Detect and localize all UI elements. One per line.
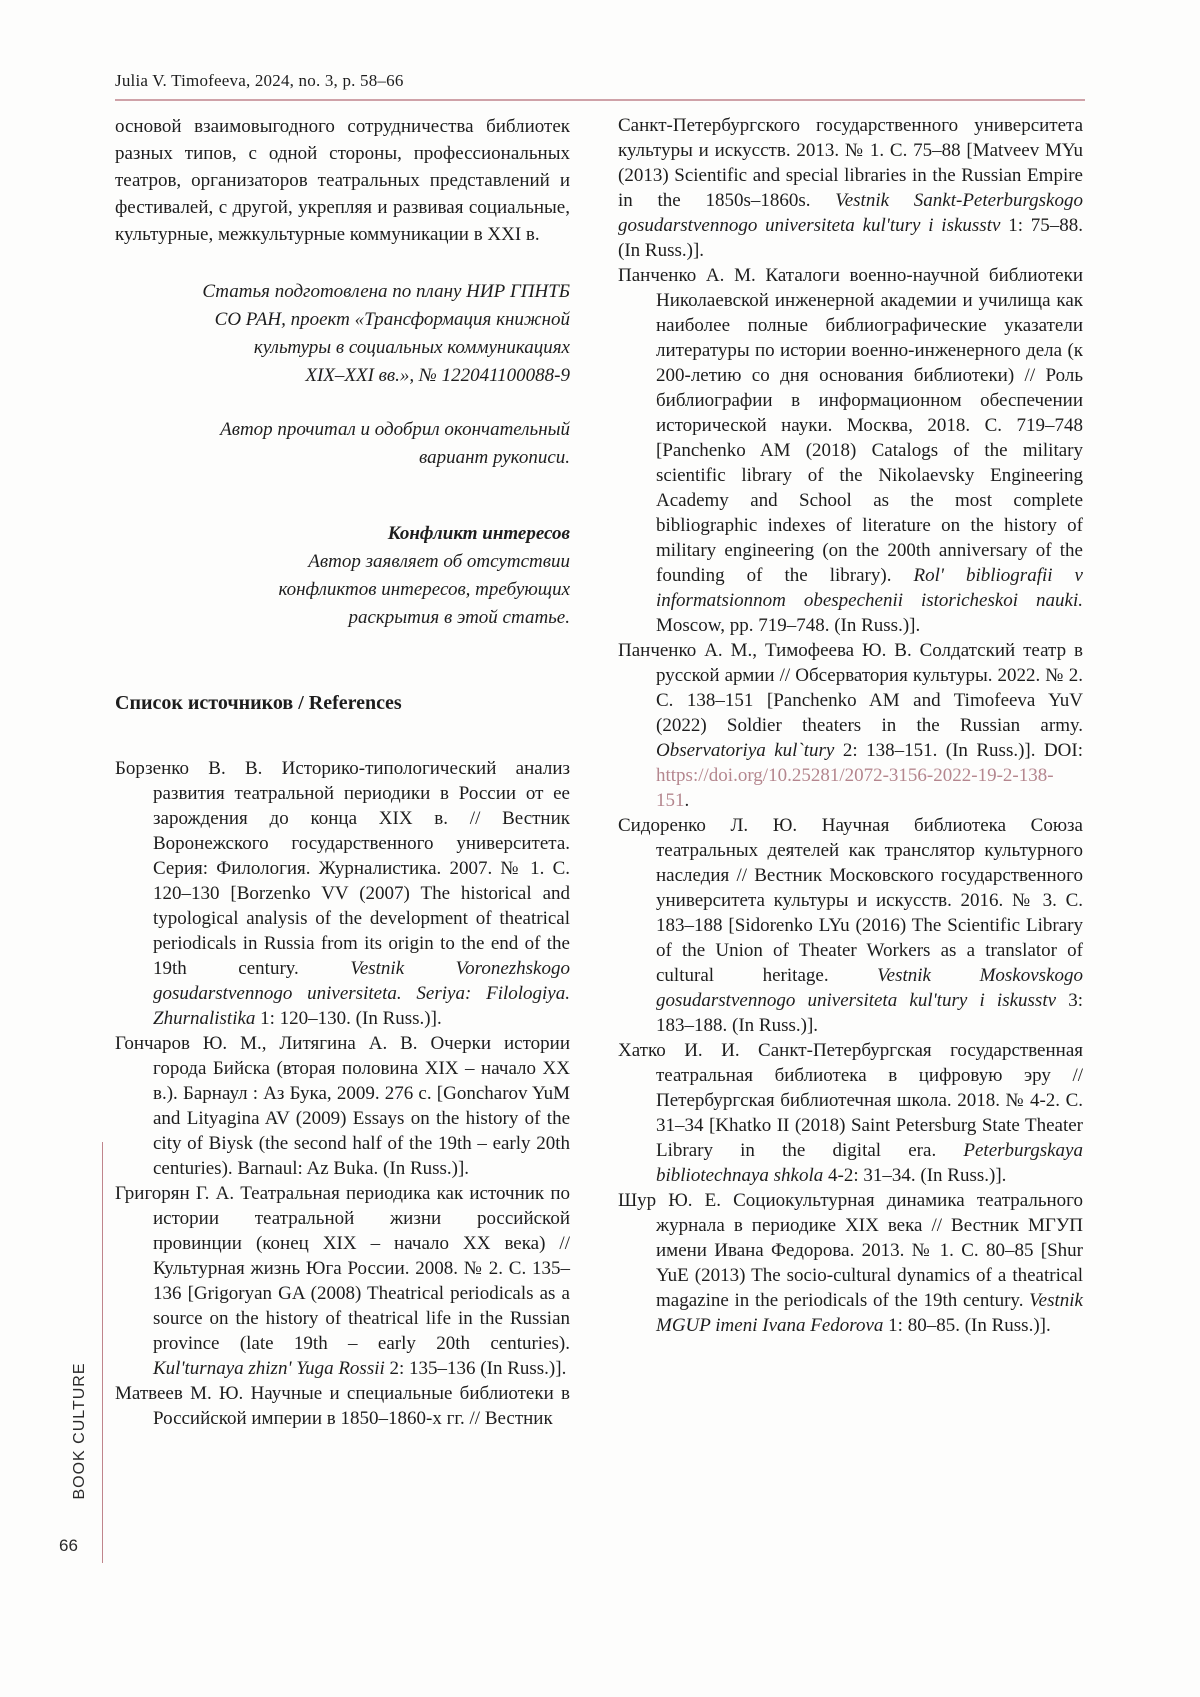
- conflict-of-interest-heading: Конфликт интересов: [387, 523, 570, 544]
- references-list-left: [115, 756, 570, 1431]
- reference-text: Хатко И. И. Санкт-Петербургская государственная театральная библиотека в цифровую эру // Петербургская библиотечная школа. 2018. № 4-2. С. 31–34 [Khatko II (2018) Saint Petersburg State Theater Library in the digital era.: [618, 1040, 1083, 1161]
- reference-text: 3: 183–188. (In Russ.)].: [656, 990, 1084, 1036]
- running-header: Julia V. Timofeeva, 2024, no. 3, p. 58–66: [115, 71, 404, 90]
- reference-text: Moscow, pp. 719–748. (In Russ.)].: [656, 615, 921, 636]
- right-column: [618, 113, 1083, 1338]
- reference-text: Борзенко В. В. Историко-типологический анализ развития театральной периодики в России от ее зарождения до конца XIX в. // Вестник Воронежского государственного университета. Серия: Филология. Журналистика. 2007. № 1. С. 120–130 [Borzenko VV (2007) The historical and typological analysis of the development of theatrical periodicals in Russia from its origin to the end of the 19th century.: [115, 758, 570, 979]
- reference-journal-title: Kul'turnaya zhizn' Yuga Rossii: [153, 1358, 385, 1379]
- reference-item: [115, 1381, 570, 1431]
- reference-journal-title: Vestnik Voronezhskogo gosudarstvennogo universiteta. Seriya: Filologiya. Zhurnalistika: [153, 958, 570, 1029]
- reference-item: [618, 638, 1083, 813]
- section-sidebar-label: BOOK CULTURE: [71, 1362, 88, 1500]
- reference-text: 1: 120–130. (In Russ.)].: [255, 1008, 442, 1029]
- reference-text: Панченко А. М. Каталоги военно-научной библиотеки Николаевской инженерной академии и училища как наиболее полные библиографические указатели литературы по истории военно-инженерного дела (к 200-летию со дня основания библиотеки) // Роль библиографии в информационном обеспечении исторической науки. Москва, 2018. С. 719–748 [Panchenko AM (2018) Catalogs of the military scientific library of the Nikolaevsky Engineering Academy and School as the most complete bibliographic indexes of literature on the history of military engineering (on the 200th anniversary of the founding of the library).: [618, 265, 1083, 586]
- references-list-right: [618, 113, 1083, 1338]
- reference-item: [115, 756, 570, 1031]
- reference-journal-title: Vestnik Moskovskogo gosudarstvennogo universiteta kul'tury i iskusstv: [656, 965, 1084, 1011]
- reference-journal-title: Vestnik MGUP imeni Ivana Fedorova: [656, 1290, 1083, 1336]
- funding-note: Статья подготовлена по плану НИР ГПНТБ СО РАН, проект «Трансформация книжной культуры в социальных коммуникациях XIX–XXI вв.», № 122041100088-9: [202, 281, 570, 386]
- reference-item: [115, 1181, 570, 1381]
- reference-journal-title: Rol' bibliografii v informatsionnom obespechenii istoricheskoi nauki.: [656, 565, 1083, 611]
- reference-text: Санкт-Петербургского государственного университета культуры и искусств. 2013. № 1. С. 75–88 [Matveev MYu (2013) Scientific and special libraries in the Russian Empire in the 1850s–1860s.: [618, 115, 1083, 211]
- reference-item: [618, 1038, 1083, 1188]
- reference-text: Григорян Г. А. Театральная периодика как источник по истории театральной жизни российской провинции (конец XIX – начало XX века) // Культурная жизнь Юга России. 2008. № 2. С. 135–136 [Grigoryan GA (2008) Theatrical periodicals as a source on the history of theatrical life in the Russian province (late 19th – early 20th centuries).: [115, 1183, 570, 1354]
- reference-text: .: [684, 790, 690, 811]
- reference-item: [618, 1188, 1083, 1338]
- reference-item: [618, 263, 1083, 638]
- reference-text: 2: 135–136 (In Russ.)].: [384, 1358, 567, 1379]
- conflict-of-interest-note: Автор заявляет об отсутствии конфликтов интересов, требующих раскрытия в этой статье.: [278, 551, 570, 628]
- sidebar-rule: [102, 1142, 103, 1563]
- reference-item: [115, 1031, 570, 1181]
- reference-text: Панченко А. М., Тимофеева Ю. В. Солдатский театр в русской армии // Обсерватория культуры. 2022. № 2. С. 138–151 [Panchenko AM and Timofeeva YuV (2022) Soldier theaters in the Russian army.: [618, 640, 1083, 736]
- approval-note: Автор прочитал и одобрил окончательный вариант рукописи.: [220, 419, 570, 468]
- reference-journal-title: Vestnik Sankt-Peterburgskogo gosudarstvennogo universiteta kul'tury i iskusstv: [618, 190, 1083, 236]
- reference-text: Шур Ю. Е. Социокультурная динамика театрального журнала в периодике XIX века // Вестник МГУП имени Ивана Федорова. 2013. № 1. С. 80–85 [Shur YuE (2013) The socio-cultural dynamics of a theatrical magazine in the periodicals of the 19th century.: [618, 1190, 1083, 1311]
- reference-text: 1: 75–88. (In Russ.)].: [618, 215, 1084, 261]
- reference-text: 2: 138–151. (In Russ.)]. DOI:: [834, 740, 1084, 761]
- reference-journal-title: Peterburgskaya bibliotechnaya shkola: [656, 1140, 1083, 1186]
- reference-text: Гончаров Ю. М., Литягина А. В. Очерки истории города Бийска (вторая половина XIX – начало XX в.). Барнаул : Аз Бука, 2009. 276 с. [Goncharov YuM and Lityagina AV (2009) Essays on the history of the city of Biysk (the second half of the 19th – early 20th centuries). Barnaul: Az Buka. (In Russ.)].: [115, 1033, 570, 1179]
- doi-link[interactable]: https://doi.org/10.25281/2072-3156-2022-19-2-138-151: [656, 765, 1054, 811]
- reference-journal-title: Observatoriya kul`tury: [656, 740, 835, 761]
- reference-text: 4-2: 31–34. (In Russ.)].: [823, 1165, 1007, 1186]
- references-heading: Список источников / References: [115, 692, 402, 714]
- reference-item: [618, 813, 1083, 1038]
- intro-paragraph: основой взаимовыгодного сотрудничества библиотек разных типов, с одной стороны, профессиональных театров, организаторов театральных представлений и фестивалей, с другой, укрепляя и развивая социальные, культурные, межкультурные коммуникации в XXI в.: [115, 116, 570, 245]
- reference-text: 1: 80–85. (In Russ.)].: [883, 1315, 1051, 1336]
- page-number: 66: [59, 1536, 78, 1555]
- header-rule: [115, 99, 1085, 101]
- reference-item: [618, 113, 1083, 263]
- left-column: [115, 113, 570, 1431]
- reference-text: Сидоренко Л. Ю. Научная библиотека Союза театральных деятелей как транслятор культурного наследия // Вестник Московского государственного университета культуры и искусств. 2016. № 3. С. 183–188 [Sidorenko LYu (2016) The Scientific Library of the Union of Theater Workers as a translator of cultural heritage.: [618, 815, 1083, 986]
- reference-text: Матвеев М. Ю. Научные и специальные библиотеки в Российской империи в 1850–1860-х гг. // Вестник: [115, 1383, 570, 1429]
